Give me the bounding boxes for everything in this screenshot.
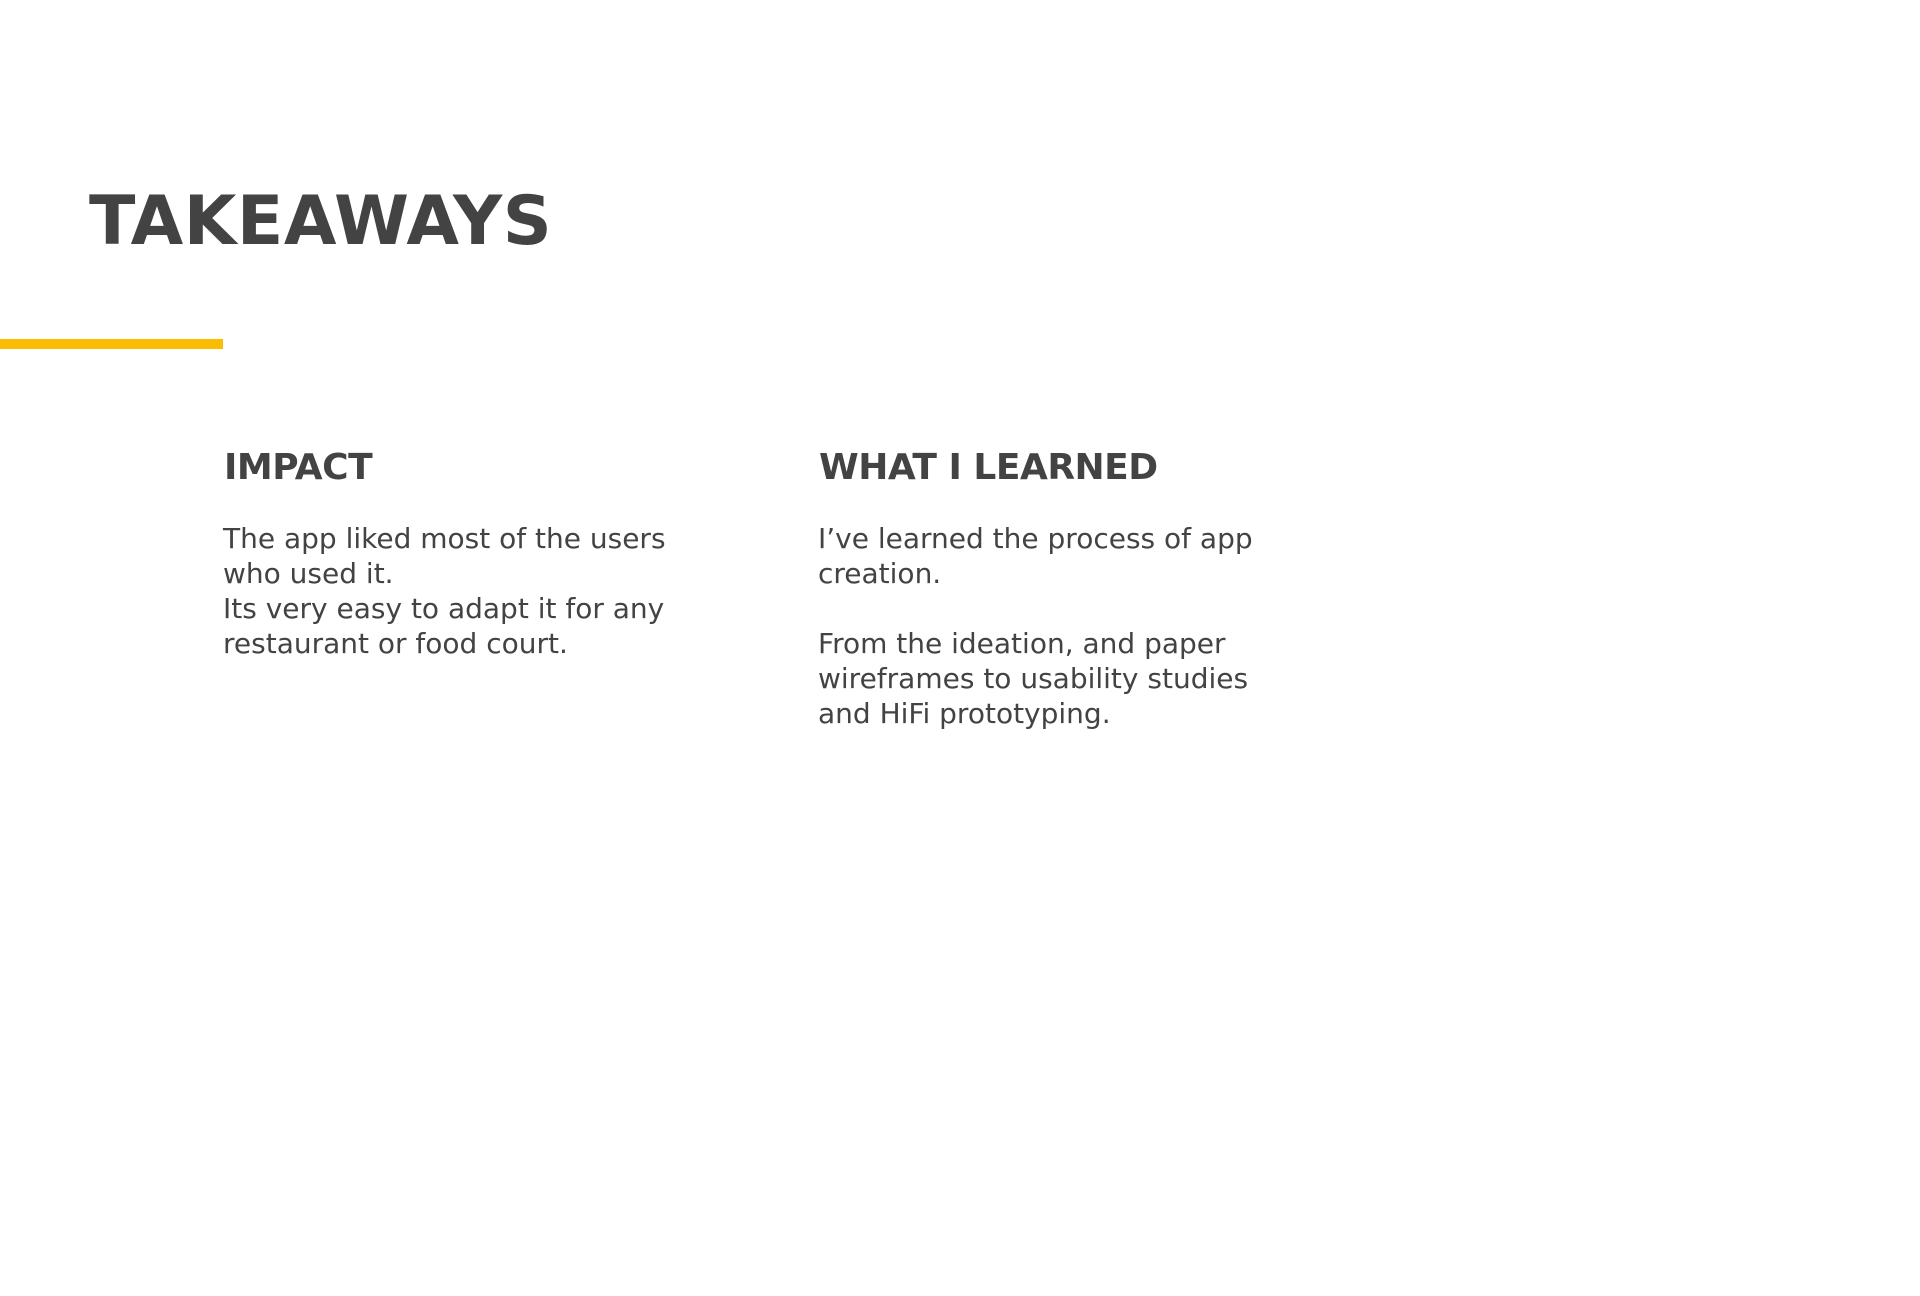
impact-line: restaurant or food court. <box>223 627 568 660</box>
impact-body <box>223 521 703 661</box>
learned-line: creation. <box>818 557 942 590</box>
impact-heading: IMPACT <box>224 447 373 488</box>
learned-body <box>818 521 1298 731</box>
learned-line: and HiFi prototyping. <box>818 697 1111 730</box>
paragraph-spacer <box>818 591 1298 626</box>
learned-heading: WHAT I LEARNED <box>819 447 1158 488</box>
impact-line: The app liked most of the users <box>223 522 666 555</box>
accent-divider <box>0 339 223 349</box>
impact-line: Its very easy to adapt it for any <box>223 592 665 625</box>
learned-line: From the ideation, and paper <box>818 627 1226 660</box>
learned-section <box>818 445 1298 731</box>
impact-line: who used it. <box>223 557 394 590</box>
impact-section <box>223 445 703 661</box>
page-title: TAKEAWAYS <box>89 182 553 261</box>
learned-line: wireframes to usability studies <box>818 662 1249 695</box>
learned-line: I’ve learned the process of app <box>818 522 1253 555</box>
